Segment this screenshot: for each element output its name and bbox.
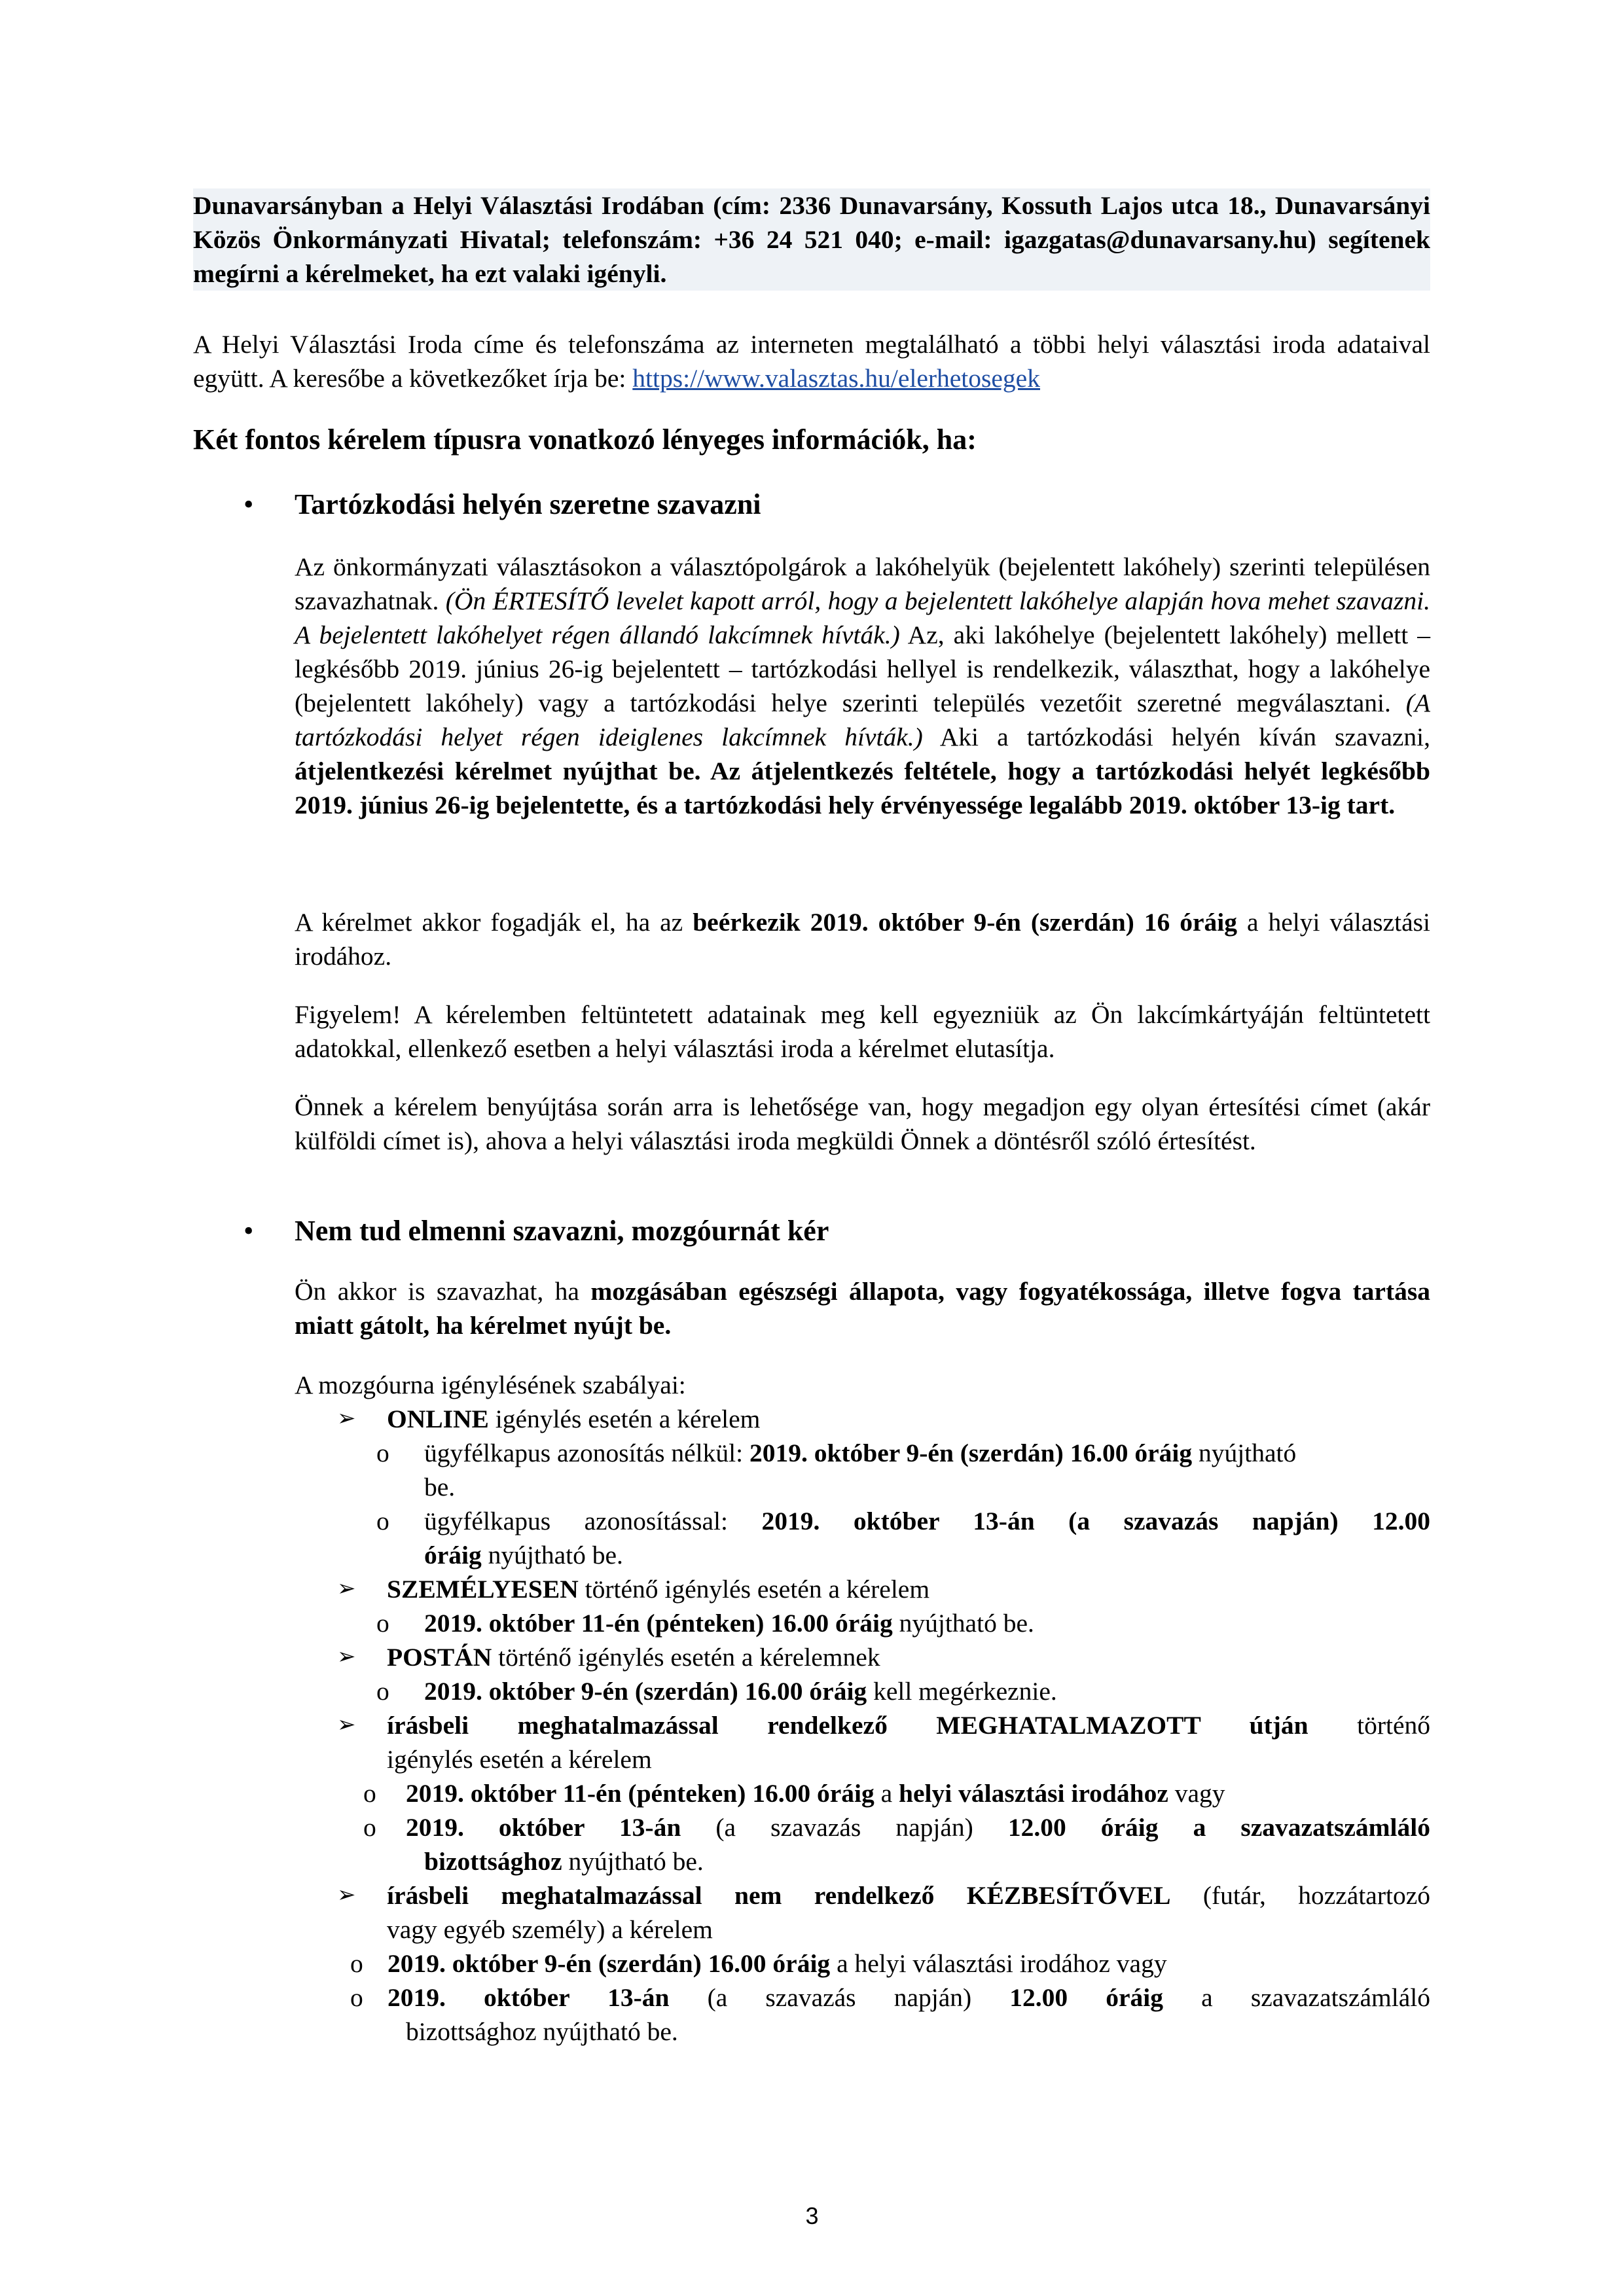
main-heading: Két fontos kérelem típusra vonatkozó lényeges információk, ha:: [193, 423, 977, 456]
section1-title-text: Tartózkodási helyén szeretne szavazni: [295, 488, 761, 520]
online-sub2-b: 2019. október 13-án (a szavazás napján) 12.00: [761, 1507, 1430, 1535]
szemelyesen-text: történő igénylés esetén a kérelem: [578, 1575, 930, 1604]
meghatalmazott-sub1-e: vagy: [1168, 1779, 1225, 1808]
meghatalmazott-sub1-b: 2019. október 11-én (pénteken) 16.00 óráig: [406, 1779, 875, 1808]
elerhetosegek-link[interactable]: https://www.valasztas.hu/elerhetosegek: [632, 364, 1040, 393]
online-text: igénylés esetén a kérelem: [488, 1405, 761, 1433]
postan-sub1: [424, 1674, 1057, 1708]
intro-paragraph: [193, 327, 1430, 395]
sub-bullet-icon: o: [376, 1609, 389, 1638]
s1p1-text-a: Az önkormányzati választásokon a választópolgárok a lakóhelyük (bejelentett lakóhely) szerinti településen szavazhatnak.: [295, 552, 1430, 615]
kezbesito-label: írásbeli meghatalmazással nem rendelkező KÉZBESÍTŐVEL: [387, 1881, 1171, 1910]
intro-highlight-text: Dunavarsányban a Helyi Választási Irodában (cím: 2336 Dunavarsány, Kossuth Lajos utca 18., Dunavarsányi Közös Önkormányzati Hivatal; telefonszám: +36 24 521 040; e-mail: igazgatas@dunavarsany.hu) segítenek megírni a kérelmeket, ha ezt valaki igényli.: [193, 191, 1430, 288]
meghatalmazott-sub2-d: 12.00 óráig a szavazatszámláló: [1007, 1813, 1430, 1842]
arrow-icon: ➢: [337, 1577, 356, 1601]
arrow-icon: ➢: [337, 1407, 356, 1431]
section2-paragraph1: [295, 1274, 1430, 1342]
meghatalmazott-label: írásbeli meghatalmazással rendelkező MEGHATALMAZOTT útján: [387, 1711, 1308, 1740]
meghatalmazott-sub2-b: 2019. október 13-án: [406, 1813, 681, 1842]
meghatalmazott-text: történő: [1308, 1711, 1430, 1740]
meghatalmazott-sub2-c: (a szavazás napján): [681, 1813, 1008, 1842]
kezbesito-sub1-b: 2019. október 9-én (szerdán) 16.00 óráig: [388, 1949, 831, 1978]
kezbesito-sub2-d: 12.00 óráig: [1009, 1983, 1164, 2012]
rules-title: A mozgóurna igénylésének szabályai:: [295, 1371, 686, 1399]
szemelyesen-sub1: [424, 1606, 1034, 1640]
szemelyesen-sub1-c: nyújtható be.: [892, 1609, 1034, 1638]
s1p2-text-a: A kérelmet akkor fogadják el, ha az: [295, 908, 693, 937]
intro-highlight-paragraph: [193, 188, 1430, 291]
online-item: [387, 1402, 760, 1436]
sub-bullet-icon: o: [376, 1677, 389, 1706]
kezbesito-sub2-e: a szavazatszámláló: [1163, 1983, 1430, 2012]
s2p1-text-a: Ön akkor is szavazhat, ha: [295, 1277, 591, 1306]
intro-text: A Helyi Választási Iroda címe és telefonszáma az interneten megtalálható a többi helyi választási iroda adataival együtt. A keresőbe a következőket írja be:: [193, 330, 1430, 393]
online-sub1: [424, 1436, 1430, 1470]
section1-paragraph3: Figyelem! A kérelemben feltüntetett adatainak meg kell egyezniük az Ön lakcímkártyáján feltüntetett adatokkal, ellenkező esetben a helyi választási iroda a kérelmet elutasítja.: [295, 1000, 1430, 1063]
meghatalmazott-item: [387, 1708, 1430, 1742]
postan-text: történő igénylés esetén a kérelemnek: [492, 1643, 880, 1672]
sub-bullet-icon: o: [350, 1949, 363, 1978]
postan-sub1-c: kell megérkeznie.: [867, 1677, 1057, 1706]
kezbesito-sub2-c: (a szavazás napján): [669, 1983, 1010, 2012]
s1p1-italic-1: (Ön ÉRTESÍTŐ levelet kapott arról, hogy a bejelentett lakóhelye alapján hova mehet szavazni. A bejelentett lakóhelyet régen állandó lakcímnek hívták.): [295, 586, 1430, 649]
online-sub2-cont: [424, 1538, 623, 1572]
online-sub2: [424, 1504, 1430, 1538]
s1p2-text-b: a helyi választási irodához.: [295, 908, 1431, 971]
arrow-icon: ➢: [337, 1645, 356, 1669]
section2-title-text: Nem tud elmenni szavazni, mozgóurnát kér: [295, 1215, 829, 1247]
kezbesito-sub2-cont: bizottsághoz nyújtható be.: [406, 2017, 678, 2046]
online-sub1-b: 2019. október 9-én (szerdán) 16.00 óráig: [749, 1439, 1193, 1467]
sub-bullet-icon: o: [363, 1779, 376, 1808]
online-sub2-c: óráig: [424, 1541, 482, 1570]
meghatalmazott-item-cont: igénylés esetén a kérelem: [387, 1745, 652, 1774]
online-sub1-a: ügyfélkapus azonosítás nélkül:: [424, 1439, 749, 1467]
s2p1-bold: mozgásában egészségi állapota, vagy fogyatékossága, illetve fogva tartása miatt gátolt, ha kérelmet nyújt be.: [295, 1277, 1430, 1340]
s1p1-text-c: Aki a tartózkodási helyén kíván szavazni,: [922, 723, 1430, 751]
page-number: 3: [805, 2202, 819, 2229]
online-sub2-d: nyújtható be.: [481, 1541, 623, 1570]
arrow-icon: ➢: [337, 1713, 356, 1737]
online-sub1-c: nyújtható: [1192, 1439, 1297, 1467]
postan-item: [387, 1640, 880, 1674]
s1p2-bold: beérkezik 2019. október 9-én (szerdán) 16 óráig: [693, 908, 1238, 937]
sub-bullet-icon: o: [363, 1813, 376, 1842]
kezbesito-item: [387, 1878, 1430, 1912]
szemelyesen-label: SZEMÉLYESEN: [387, 1575, 579, 1604]
sub-bullet-icon: o: [376, 1439, 389, 1467]
s1p1-text-b: Az, aki lakóhelye (bejelentett lakóhely) mellett – legkésőbb 2019. június 26-ig bejelentett – tartózkodási hellyel is rendelkezik, választhat, hogy a lakóhelye (bejelentett lakóhely) vagy a tartózkodási helye szerinti település vezetőit szeretné megválasztani.: [295, 620, 1430, 717]
section1-paragraph1: [295, 550, 1430, 822]
bullet-icon: •: [244, 1215, 254, 1247]
online-label: ONLINE: [387, 1405, 489, 1433]
postan-sub1-b: 2019. október 9-én (szerdán) 16.00 óráig: [424, 1677, 867, 1706]
meghatalmazott-sub1-c: a: [874, 1779, 899, 1808]
postan-label: POSTÁN: [387, 1643, 492, 1672]
meghatalmazott-sub2: [406, 1810, 1430, 1844]
s1p1-italic-2: (A tartózkodási helyet régen ideiglenes lakcímnek hívták.): [295, 689, 1430, 751]
section1-paragraph2: [295, 905, 1430, 973]
bullet-icon: •: [244, 488, 254, 520]
kezbesito-sub2-b: 2019. október 13-án: [388, 1983, 670, 2012]
kezbesito-sub1: [388, 1946, 1167, 1981]
sub-bullet-icon: o: [350, 1983, 363, 2012]
section1-paragraph4: Önnek a kérelem benyújtása során arra is lehetősége van, hogy megadjon egy olyan értesítési címet (akár külföldi címet is), ahova a helyi választási iroda megküldi Önnek a döntésről szóló értesítést.: [295, 1092, 1430, 1155]
meghatalmazott-sub2-e: bizottsághoz: [424, 1847, 562, 1876]
meghatalmazott-sub2-cont: [424, 1844, 704, 1878]
s1p1-bold: átjelentkezési kérelmet nyújthat be. Az átjelentkezés feltétele, hogy a tartózkodási helyét legkésőbb 2019. június 26-ig bejelentette, és a tartózkodási hely érvényessége legalább 2019. október 13-ig tart.: [295, 757, 1430, 819]
online-sub1-cont: be.: [424, 1473, 456, 1501]
meghatalmazott-sub1: [406, 1776, 1225, 1810]
kezbesito-text: (futár, hozzátartozó: [1170, 1881, 1430, 1910]
szemelyesen-sub1-b: 2019. október 11-én (pénteken) 16.00 óráig: [424, 1609, 893, 1638]
online-sub2-a: ügyfélkapus azonosítással:: [424, 1507, 762, 1535]
meghatalmazott-sub1-d: helyi választási irodához: [899, 1779, 1168, 1808]
arrow-icon: ➢: [337, 1883, 356, 1907]
kezbesito-sub1-c: a helyi választási irodához vagy: [830, 1949, 1167, 1978]
szemelyesen-item: [387, 1572, 929, 1606]
kezbesito-sub2: [388, 1981, 1430, 2015]
sub-bullet-icon: o: [376, 1507, 389, 1535]
kezbesito-item-cont: vagy egyéb személy) a kérelem: [387, 1915, 713, 1944]
meghatalmazott-sub2-f: nyújtható be.: [562, 1847, 704, 1876]
